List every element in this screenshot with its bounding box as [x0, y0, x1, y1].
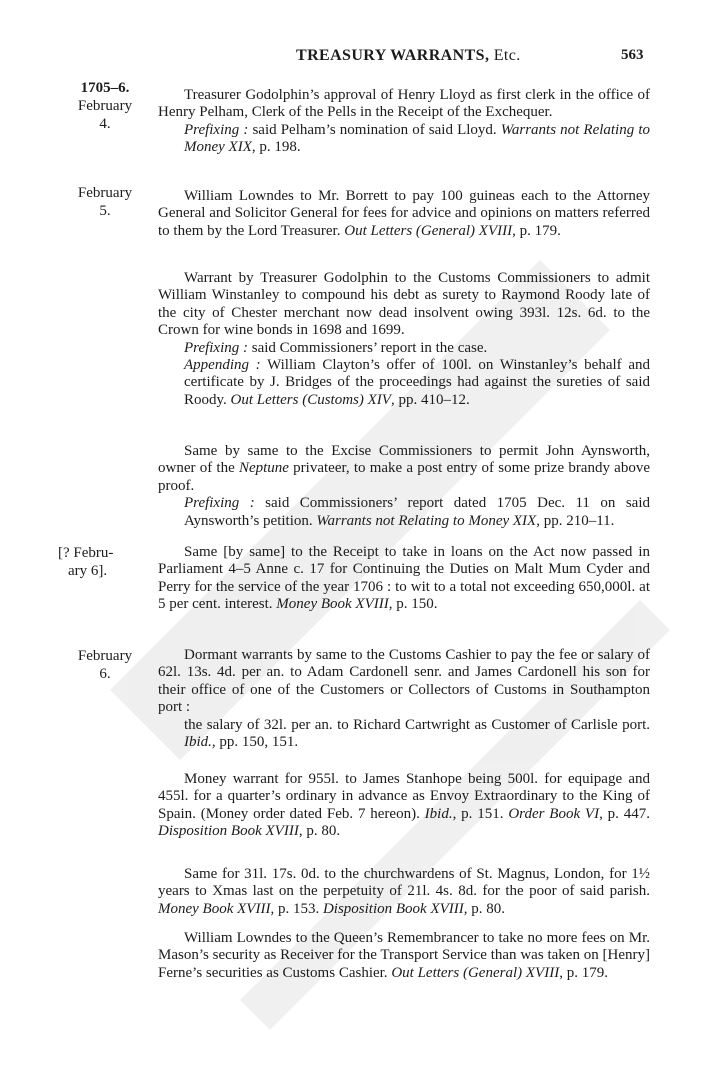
- running-title: TREASURY WARRANTS, Etc.: [296, 47, 521, 64]
- entry-text: Same by same to the Excise Commissioners to permit John Aynsworth, owner of the Neptune privateer, to make a post entry of some prize brandy above proof. Prefixing : said Commissioners’ report dated 1705 Dec. 11 on said Aynsworth’s petition. Warrants not Relating to Money XIX, pp. 210–11.: [158, 443, 650, 529]
- entry-text: Warrant by Treasurer Godolphin to the Customs Commissioners to admit William Winstanley to compound his debt as surety to Raymond Roody late of the city of Chester merchant now dead insolvent owing 393l. 12s. 6d. to the Crown for wine bonds in 1698 and 1699. Prefixing : said Commissioners’ report in the case. Appending : William Clayton’s offer of 100l. on Winstanley’s behalf and certificate by J. Bridges of the proceedings had against the sureties of said Roody. Out Letters (Customs) XIV, pp. 410–12.: [158, 270, 650, 408]
- margin-date: [? Febru- ary 6].: [58, 545, 114, 579]
- page-header: [0, 47, 720, 71]
- margin-date: February 5.: [77, 185, 133, 219]
- entry-text: Dormant warrants by same to the Customs Cashier to pay the fee or salary of 62l. 13s. 4d. per an. to Adam Cardonell senr. and James Cardonell his son for their office of one of the Customers or Collectors of Customs in Southampton port : the salary of 32l. per an. to Richard Cartwright as Customer of Carlisle port. Ibid., pp. 150, 151.: [158, 647, 650, 751]
- margin-date: February 6.: [77, 648, 133, 682]
- entry-text: Money warrant for 955l. to James Stanhope being 500l. for equipage and 455l. for a quarter’s ordinary in advance as Envoy Extraordinary to the King of Spain. (Money order dated Feb. 7 hereon). Ibid., p. 151. Order Book VI, p. 447. Disposition Book XVIII, p. 80.: [158, 771, 651, 840]
- entry-text: Treasurer Godolphin’s approval of Henry Lloyd as first clerk in the office of Henry Pelham, Clerk of the Pells in the Receipt of the Exchequer. Prefixing : said Pelham’s nomination of said Lloyd. Warrants not Relating to Money XIX, p. 198.: [158, 87, 650, 156]
- entry-text: William Lowndes to the Queen’s Remembrancer to take no more fees on Mr. Mason’s security as Receiver for the Transport Service than was taken on [Henry] Ferne’s securities as Customs Cashier. Out Letters (General) XVIII, p. 179.: [158, 930, 650, 981]
- entry-text: Same [by same] to the Receipt to take in loans on the Act now passed in Parliament 4–5 Anne c. 17 for Continuing the Duties on Malt Mum Cyder and Perry for the service of the year 1706 : to wit to a total not exceeding 650,000l. at 5 per cent. interest. Money Book XVIII, p. 150.: [158, 544, 650, 613]
- page-number: 563: [621, 47, 644, 63]
- entry-text: Same for 31l. 17s. 0d. to the churchwardens of St. Magnus, London, for 1½ years to Xmas last on the perpetuity of 21l. 4s. 8d. for the poor of said parish. Money Book XVIII, p. 153. Disposition Book XVIII, p. 80.: [158, 866, 650, 917]
- margin-date: 1705–6. February 4.: [77, 80, 133, 132]
- entry-text: William Lowndes to Mr. Borrett to pay 100 guineas each to the Attorney General and Solicitor General for fees for advice and opinions on matters referred to them by the Lord Treasurer. Out Letters (General) XVIII, p. 179.: [158, 188, 650, 239]
